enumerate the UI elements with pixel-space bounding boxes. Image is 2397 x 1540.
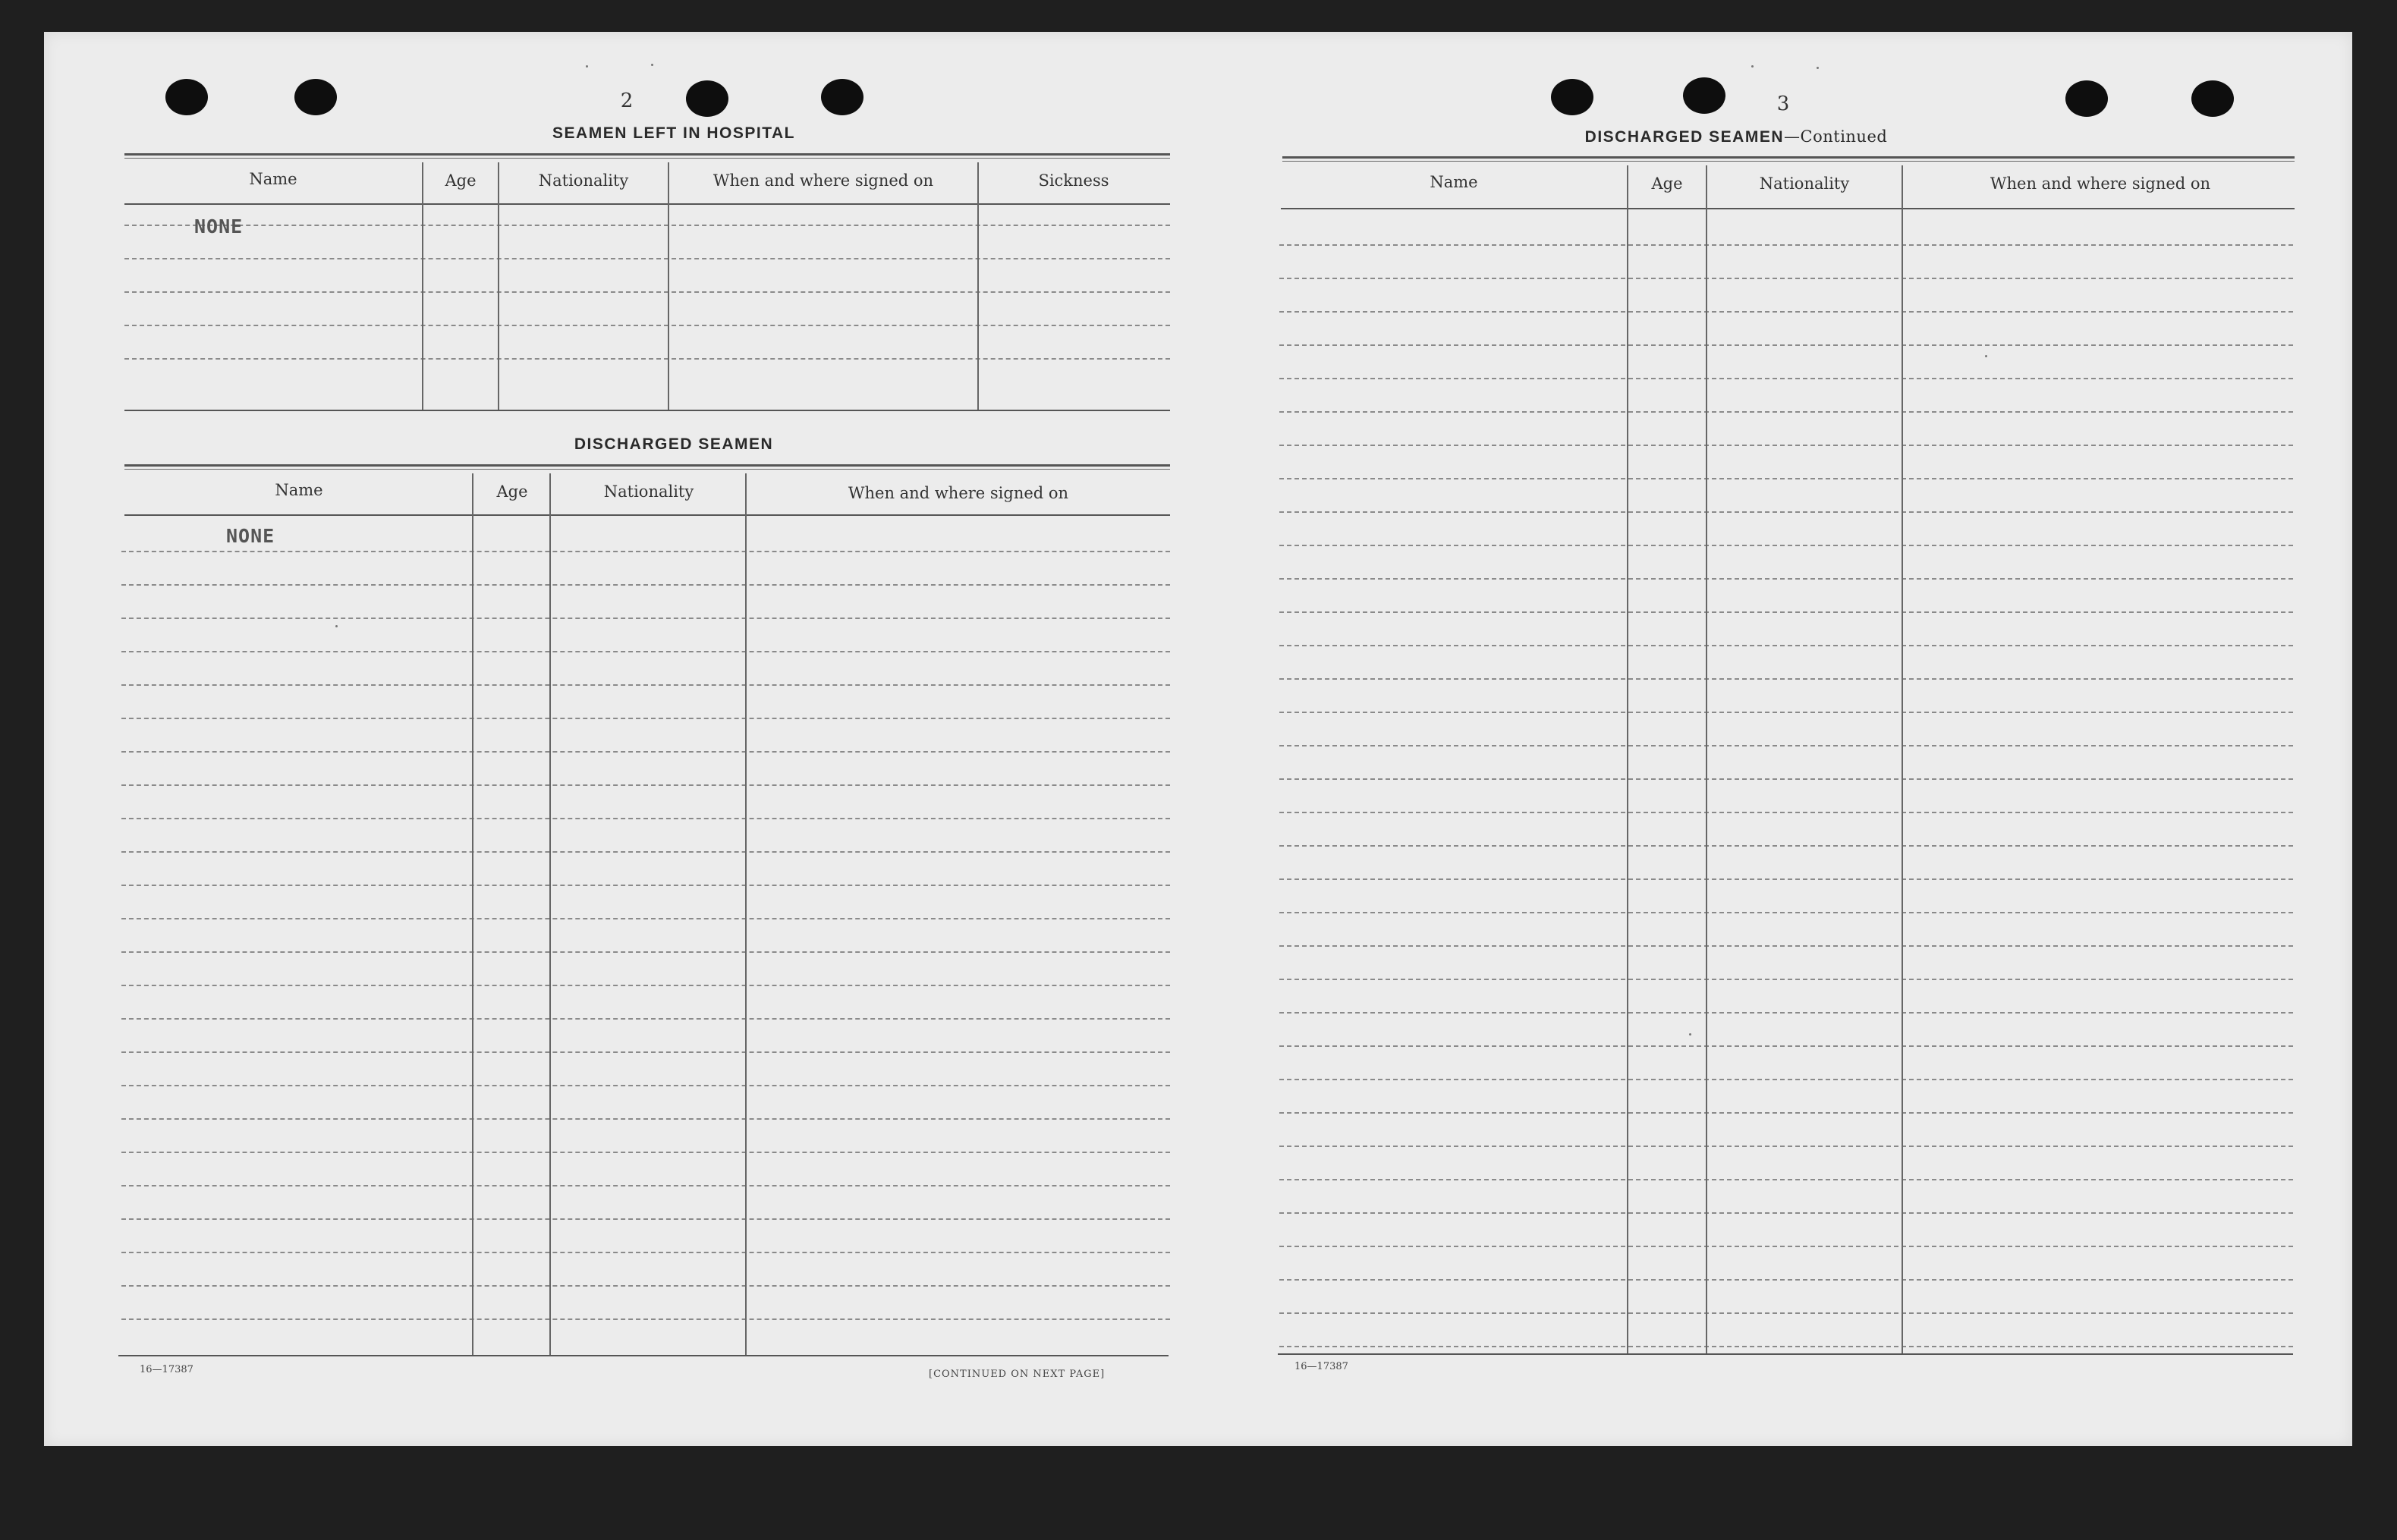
row-line: [1279, 344, 2293, 346]
hospital-col-divider: [668, 162, 669, 410]
row-line: [121, 918, 1170, 919]
discharged-section-title: DISCHARGED SEAMEN: [574, 435, 774, 453]
row-line: [121, 1252, 1170, 1253]
right-title-main: DISCHARGED SEAMEN: [1584, 128, 1785, 146]
discharged-col-nationality: Nationality: [603, 482, 694, 501]
discharged-col-signed-on: When and where signed on: [848, 484, 1069, 502]
row-line: [121, 684, 1170, 686]
right-title-suffix: —Continued: [1784, 127, 1888, 146]
row-line: [1279, 979, 2293, 980]
row-line: [121, 951, 1170, 953]
binder-hole: [1551, 79, 1593, 115]
row-line: [1279, 578, 2293, 580]
row-line: [1279, 912, 2293, 913]
scan-speck: [335, 625, 338, 627]
row-line: [1279, 1079, 2293, 1080]
binder-hole: [165, 79, 208, 115]
hospital-col-nationality: Nationality: [538, 171, 629, 190]
right-col-nationality: Nationality: [1759, 174, 1850, 193]
row-line: [1279, 244, 2293, 246]
row-line: [1279, 1246, 2293, 1247]
row-line: [121, 718, 1170, 719]
row-line: [124, 325, 1170, 326]
hospital-header-rule: [124, 203, 1170, 205]
left-form-number: 16—17387: [140, 1364, 193, 1375]
row-line: [121, 1051, 1170, 1053]
row-line: [1279, 778, 2293, 780]
row-line: [121, 1018, 1170, 1020]
row-line: [1279, 745, 2293, 746]
discharged-bottom-rule: [118, 1355, 1169, 1356]
scan-speck: [1751, 65, 1754, 68]
row-line: [1279, 545, 2293, 546]
hospital-col-divider: [977, 162, 979, 410]
row-line: [121, 851, 1170, 853]
scan-speck: [586, 65, 588, 68]
binder-hole: [821, 79, 863, 115]
document-sheet: [44, 32, 2352, 1446]
row-line: [1279, 945, 2293, 947]
discharged-col-divider: [549, 473, 551, 1355]
row-line: [1279, 511, 2293, 513]
row-line: [124, 291, 1170, 293]
right-col-name: Name: [1430, 173, 1478, 191]
row-line: [121, 651, 1170, 652]
right-col-signed-on: When and where signed on: [1990, 174, 2211, 193]
left-page-number: 2: [620, 90, 634, 112]
right-col-divider: [1706, 165, 1707, 1353]
row-line: [1279, 845, 2293, 847]
discharged-entry-none: NONE: [226, 525, 275, 547]
hospital-col-signed-on: When and where signed on: [712, 171, 934, 190]
right-top-rule: [1282, 156, 2295, 162]
binder-hole: [2191, 80, 2234, 117]
hospital-col-divider: [422, 162, 423, 410]
discharged-header-rule: [124, 514, 1170, 516]
scan-speck: [1985, 355, 1987, 357]
discharged-top-rule: [124, 464, 1170, 470]
row-line: [1279, 812, 2293, 813]
hospital-top-rule: [124, 153, 1170, 159]
row-line: [121, 618, 1170, 619]
row-line: [1279, 1312, 2293, 1314]
continued-note: [CONTINUED ON NEXT PAGE]: [929, 1369, 1106, 1380]
scan-speck: [1689, 1033, 1691, 1036]
row-line: [1279, 378, 2293, 379]
right-col-age: Age: [1651, 174, 1683, 193]
hospital-col-divider: [498, 162, 499, 410]
row-line: [121, 818, 1170, 819]
row-line: [121, 1152, 1170, 1153]
row-line: [1279, 1045, 2293, 1047]
discharged-col-age: Age: [496, 482, 528, 501]
row-line: [1279, 411, 2293, 413]
row-line: [121, 751, 1170, 753]
row-line: [121, 885, 1170, 886]
hospital-section-title: SEAMEN LEFT IN HOSPITAL: [552, 124, 795, 142]
row-line: [1279, 1012, 2293, 1014]
binder-hole: [2065, 80, 2108, 117]
binder-hole: [1683, 77, 1725, 114]
hospital-entry-none: NONE: [194, 215, 244, 237]
row-line: [1279, 878, 2293, 880]
row-line: [1279, 1212, 2293, 1214]
row-line: [1279, 1146, 2293, 1147]
row-line: [121, 1185, 1170, 1186]
hospital-col-sickness: Sickness: [1038, 171, 1109, 190]
row-line: [121, 1118, 1170, 1120]
row-line: [1279, 278, 2293, 279]
right-section-title: [1554, 127, 1918, 146]
row-line: [1279, 478, 2293, 479]
binder-hole: [294, 79, 337, 115]
discharged-col-divider: [472, 473, 473, 1355]
row-line: [1279, 712, 2293, 713]
right-col-divider: [1902, 165, 1903, 1353]
row-line: [121, 1285, 1170, 1287]
row-line: [1279, 1346, 2293, 1347]
right-col-divider: [1627, 165, 1628, 1353]
row-line: [1279, 645, 2293, 646]
row-line: [121, 551, 1170, 552]
right-bottom-rule: [1278, 1353, 2293, 1355]
right-header-rule: [1281, 208, 2295, 209]
right-page-number: 3: [1776, 93, 1790, 115]
row-line: [121, 584, 1170, 586]
row-line: [121, 1085, 1170, 1086]
right-form-number: 16—17387: [1294, 1361, 1348, 1372]
row-line: [124, 225, 1170, 226]
discharged-col-divider: [745, 473, 747, 1355]
discharged-col-name: Name: [275, 481, 323, 499]
row-line: [121, 784, 1170, 786]
row-line: [124, 358, 1170, 360]
row-line: [1279, 678, 2293, 680]
row-line: [1279, 311, 2293, 313]
row-line: [124, 258, 1170, 259]
row-line: [1279, 611, 2293, 613]
row-line: [121, 1318, 1170, 1320]
scan-speck: [651, 64, 653, 66]
row-line: [121, 1218, 1170, 1220]
row-line: [121, 985, 1170, 986]
row-line: [1279, 445, 2293, 446]
binder-hole: [686, 80, 728, 117]
row-line: [1279, 1112, 2293, 1114]
scan-speck: [1817, 67, 1819, 69]
row-line: [1279, 1179, 2293, 1180]
hospital-bottom-rule: [124, 410, 1170, 411]
hospital-col-name: Name: [249, 170, 297, 188]
hospital-col-age: Age: [445, 171, 477, 190]
row-line: [1279, 1279, 2293, 1281]
